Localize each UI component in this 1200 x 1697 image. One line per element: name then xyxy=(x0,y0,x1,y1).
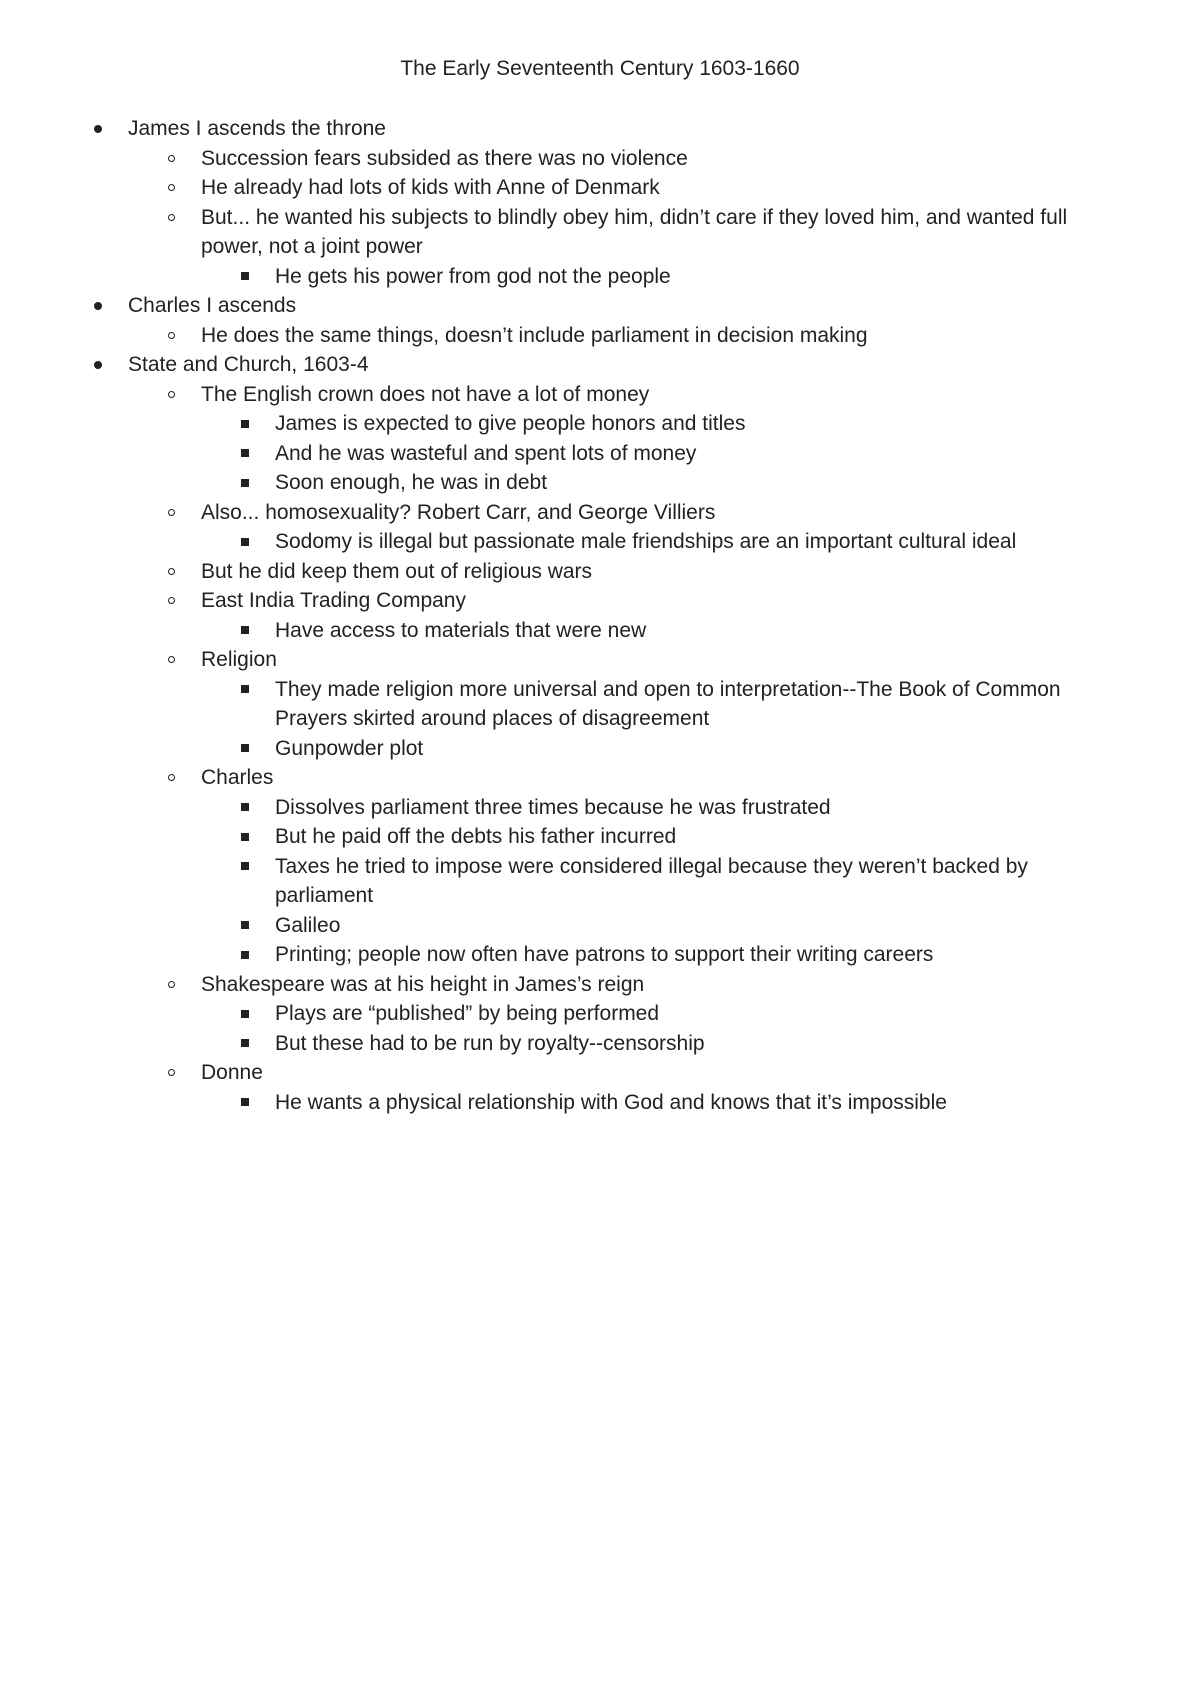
square-bullet-icon xyxy=(237,1029,253,1059)
list-item-text: Shakespeare was at his height in James’s reign xyxy=(201,972,645,996)
list-item-text: He wants a physical relationship with God and knows that it’s impossible xyxy=(275,1090,947,1114)
list-item-level-2 xyxy=(0,321,1131,351)
list-item-level-2 xyxy=(0,173,1131,203)
list-item-level-2 xyxy=(0,970,1131,1000)
list-item-text: James I ascends the throne xyxy=(128,117,386,140)
square-bullet-icon xyxy=(237,852,253,882)
hollow-circle-bullet-icon xyxy=(163,380,179,410)
list-item-text: State and Church, 1603-4 xyxy=(128,353,369,376)
list-item-text: Succession fears subsided as there was no violence xyxy=(201,146,688,170)
list-item-text: Charles I ascends xyxy=(128,294,297,317)
list-item-text: Have access to materials that were new xyxy=(275,618,647,642)
list-item-text: Galileo xyxy=(275,913,341,937)
hollow-circle-bullet-icon xyxy=(163,498,179,528)
square-bullet-icon xyxy=(237,1088,253,1118)
list-item-level-2 xyxy=(0,203,1131,262)
list-item-level-3 xyxy=(0,940,1115,970)
list-item-level-2 xyxy=(0,380,1131,410)
hollow-circle-bullet-icon xyxy=(163,321,179,351)
list-item-level-3 xyxy=(0,1029,1115,1059)
square-bullet-icon xyxy=(237,439,253,469)
list-item-text: Charles xyxy=(201,766,274,789)
hollow-circle-bullet-icon xyxy=(163,203,179,233)
hollow-circle-bullet-icon xyxy=(163,144,179,174)
hollow-circle-bullet-icon xyxy=(163,763,179,793)
list-item-text: He gets his power from god not the people xyxy=(275,264,671,288)
filled-circle-bullet-icon xyxy=(90,114,106,144)
filled-circle-bullet-icon xyxy=(90,350,106,380)
square-bullet-icon xyxy=(237,262,253,292)
list-item-text: And he was wasteful and spent lots of money xyxy=(275,441,697,465)
list-item-level-3 xyxy=(0,675,1115,734)
list-item-level-2 xyxy=(0,763,1131,793)
list-item-text: James is expected to give people honors and titles xyxy=(275,412,746,435)
list-item-text: But he paid off the debts his father incurred xyxy=(275,825,677,848)
list-item-text: Donne xyxy=(201,1061,263,1084)
list-item-text: The English crown does not have a lot of money xyxy=(201,382,650,406)
square-bullet-icon xyxy=(237,616,253,646)
list-item-level-1 xyxy=(0,114,1128,144)
square-bullet-icon xyxy=(237,793,253,823)
list-item-level-3 xyxy=(0,616,1115,646)
list-item-text: But... he wanted his subjects to blindly obey him, didn’t care if they loved him, and wanted full power, not a joint power xyxy=(201,205,1068,258)
square-bullet-icon xyxy=(237,675,253,705)
list-item-text: Plays are “published” by being performed xyxy=(275,1002,660,1025)
filled-circle-bullet-icon xyxy=(90,291,106,321)
square-bullet-icon xyxy=(237,911,253,941)
list-item-text: Religion xyxy=(201,648,277,671)
list-item-text: But he did keep them out of religious wars xyxy=(201,559,593,583)
hollow-circle-bullet-icon xyxy=(163,586,179,616)
list-item-level-2 xyxy=(0,1058,1131,1088)
list-item-text: But these had to be run by royalty--censorship xyxy=(275,1031,705,1055)
list-item-text: Also... homosexuality? Robert Carr, and George Villiers xyxy=(201,500,716,524)
square-bullet-icon xyxy=(237,734,253,764)
notes-outline xyxy=(0,114,1200,1117)
list-item-level-3 xyxy=(0,793,1115,823)
list-item-level-3 xyxy=(0,468,1115,498)
list-item-text: Printing; people now often have patrons to support their writing careers xyxy=(275,943,934,966)
list-item-text: Gunpowder plot xyxy=(275,736,424,760)
list-item-text: Sodomy is illegal but passionate male friendships are an important cultural ideal xyxy=(275,530,1017,553)
hollow-circle-bullet-icon xyxy=(163,970,179,1000)
list-item-level-3 xyxy=(0,852,1115,911)
list-item-text: Taxes he tried to impose were considered illegal because they weren’t backed by parliament xyxy=(275,854,1028,907)
list-item-level-1 xyxy=(0,291,1128,321)
square-bullet-icon xyxy=(237,999,253,1029)
list-item-text: Dissolves parliament three times because he was frustrated xyxy=(275,795,831,819)
list-item-text: He already had lots of kids with Anne of Denmark xyxy=(201,176,660,199)
list-item-level-3 xyxy=(0,1088,1115,1118)
list-item-text: East India Trading Company xyxy=(201,589,466,612)
page-title: The Early Seventeenth Century 1603-1660 xyxy=(400,57,800,80)
list-item-level-3 xyxy=(0,527,1115,557)
list-item-text: Soon enough, he was in debt xyxy=(275,471,548,494)
list-item-level-3 xyxy=(0,439,1115,469)
square-bullet-icon xyxy=(237,468,253,498)
list-item-level-3 xyxy=(0,734,1115,764)
square-bullet-icon xyxy=(237,822,253,852)
list-item-level-2 xyxy=(0,498,1131,528)
list-item-level-3 xyxy=(0,999,1115,1029)
square-bullet-icon xyxy=(237,940,253,970)
square-bullet-icon xyxy=(237,527,253,557)
list-item-level-1 xyxy=(0,350,1128,380)
square-bullet-icon xyxy=(237,409,253,439)
list-item-level-3 xyxy=(0,262,1115,292)
hollow-circle-bullet-icon xyxy=(163,1058,179,1088)
hollow-circle-bullet-icon xyxy=(163,173,179,203)
list-item-level-2 xyxy=(0,586,1131,616)
hollow-circle-bullet-icon xyxy=(163,645,179,675)
list-item-text: He does the same things, doesn’t include parliament in decision making xyxy=(201,323,868,347)
list-item-text: They made religion more universal and open to interpretation--The Book of Common Prayers skirted around places of disagreement xyxy=(275,677,1061,730)
hollow-circle-bullet-icon xyxy=(163,557,179,587)
list-item-level-2 xyxy=(0,645,1131,675)
list-item-level-2 xyxy=(0,144,1131,174)
list-item-level-2 xyxy=(0,557,1131,587)
list-item-level-3 xyxy=(0,822,1115,852)
list-item-level-3 xyxy=(0,409,1115,439)
list-item-level-3 xyxy=(0,911,1115,941)
